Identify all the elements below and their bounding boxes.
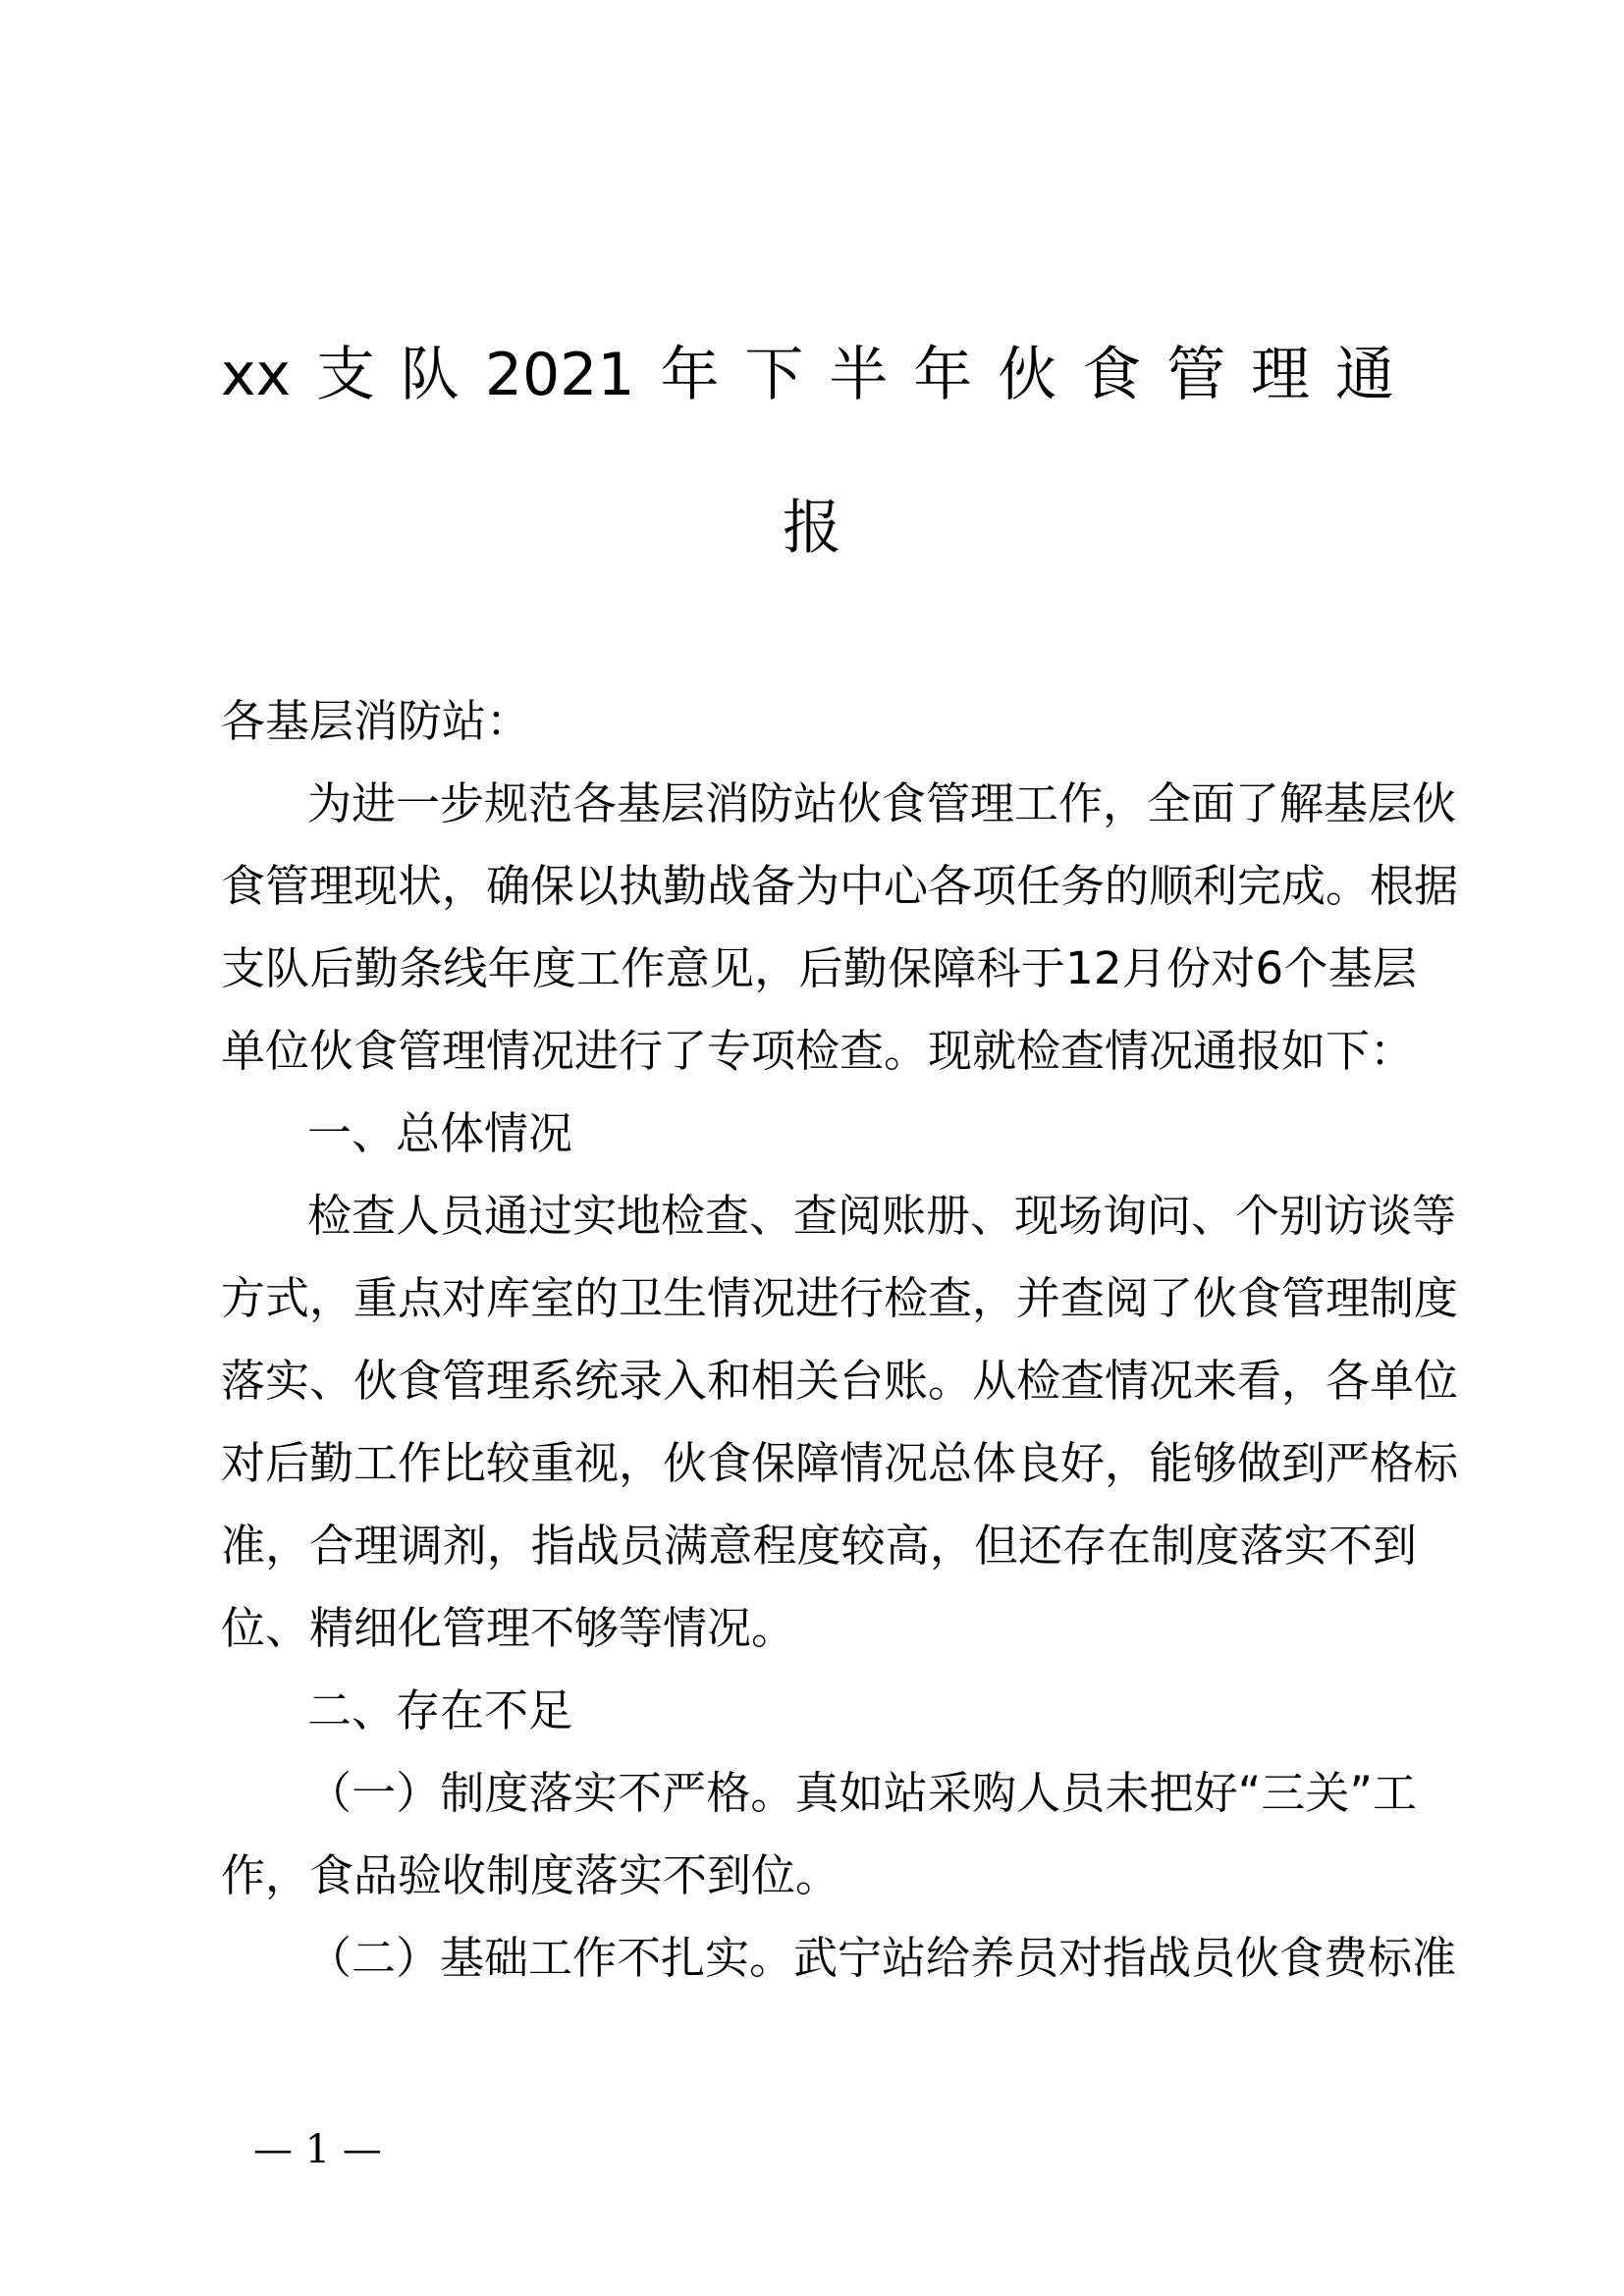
- paragraph-line: （一）制度落实不严格。真如站采购人员未把好“三关”工: [307, 1767, 1417, 1819]
- paragraph-line: 为进一步规范各基层消防站伙食管理工作，全面了解基层伙: [307, 777, 1457, 829]
- document-body: [221, 680, 1459, 2000]
- paragraph-line: 准，合理调剂，指战员满意程度较高，但还存在制度落实不到: [221, 1520, 1417, 1572]
- salutation: 各基层消防站：: [221, 695, 531, 747]
- page-number: — 1 —: [253, 2127, 382, 2172]
- paragraph-line: 支队后勤条线年度工作意见，后勤保障科于12月份对6个基层: [221, 942, 1417, 994]
- section-heading-overview: 一、总体情况: [307, 1107, 573, 1159]
- paragraph-line: 食管理现状，确保以执勤战备为中心各项任务的顺利完成。根据: [221, 860, 1459, 912]
- paragraph-line: 单位伙食管理情况进行了专项检查。现就检查情况通报如下：: [221, 1025, 1415, 1077]
- paragraph-line: 落实、伙食管理系统录入和相关台账。从检查情况来看，各单位: [221, 1355, 1459, 1407]
- paragraph-line: 方式，重点对库室的卫生情况进行检查，并查阅了伙食管理制度: [221, 1272, 1459, 1324]
- paragraph-line: （二）基础工作不扎实。武宁站给养员对指战员伙食费标准: [307, 1932, 1457, 1984]
- paragraph-line: 检查人员通过实地检查、查阅账册、现场询问、个别访谈等: [307, 1190, 1457, 1242]
- paragraph-line: 作，食品验收制度落实不到位。: [221, 1849, 840, 1901]
- paragraph-line: 位、精细化管理不够等情况。: [221, 1602, 796, 1654]
- paragraph-line: 对后勤工作比较重视，伙食保障情况总体良好，能够做到严格标: [221, 1437, 1459, 1489]
- document-title-line-1: xx支队2021年下半年伙食管理通: [221, 341, 1394, 409]
- document-title-line-2: 报: [783, 494, 841, 562]
- section-heading-shortcomings: 二、存在不足: [307, 1684, 573, 1736]
